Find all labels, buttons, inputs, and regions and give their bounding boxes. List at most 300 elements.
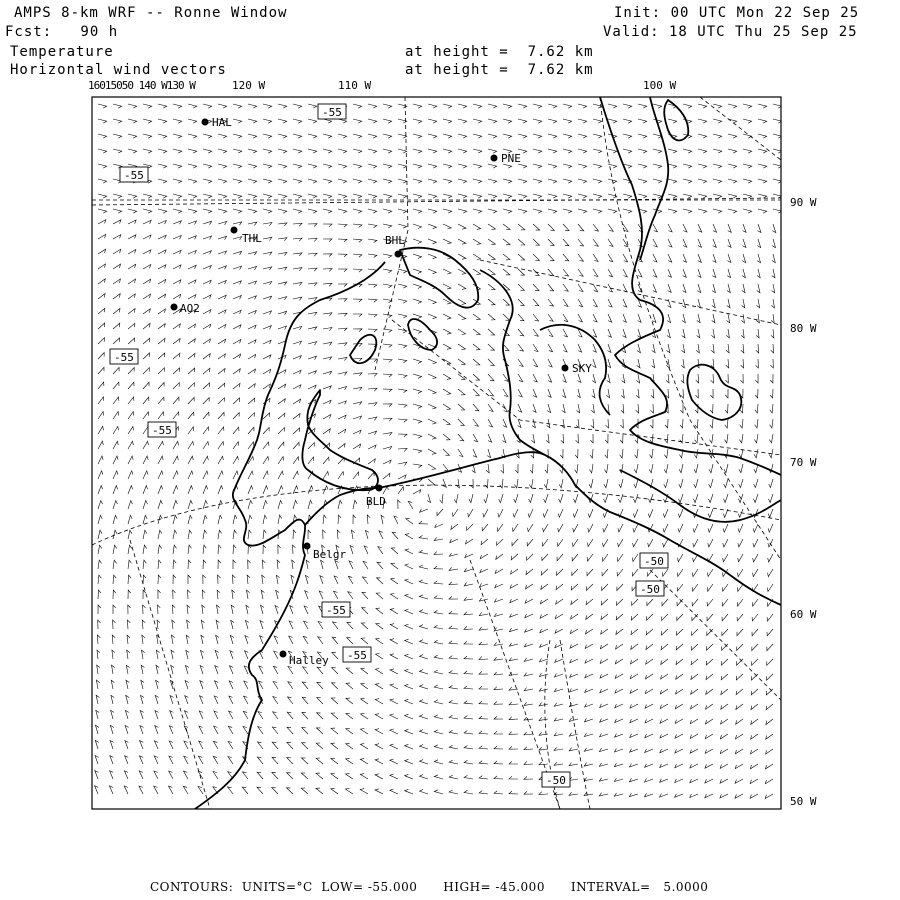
wind-barb xyxy=(338,119,347,123)
wind-barb xyxy=(198,756,203,764)
wind-barb xyxy=(184,771,189,779)
wind-barb xyxy=(488,224,496,230)
contour-label: -55 xyxy=(114,351,134,364)
wind-barb xyxy=(248,149,257,153)
wind-barb xyxy=(303,667,308,674)
wind-barb xyxy=(675,704,683,709)
wind-barb xyxy=(248,354,256,359)
wind-barb xyxy=(726,329,729,338)
wind-barb xyxy=(113,308,120,314)
wind-barb xyxy=(198,787,203,795)
wind-barb xyxy=(484,494,488,503)
wind-barb xyxy=(766,719,773,725)
wind-barb xyxy=(398,359,407,363)
wind-barb xyxy=(233,427,239,434)
wind-barb xyxy=(419,610,428,614)
wind-barb xyxy=(248,560,251,569)
wind-barb xyxy=(631,629,638,635)
wind-barb xyxy=(518,374,523,382)
wind-barb xyxy=(524,747,533,750)
wind-barb xyxy=(98,367,104,374)
wind-barb xyxy=(248,471,253,479)
wind-barb xyxy=(263,384,270,389)
wind-barb xyxy=(720,749,728,754)
wind-barb xyxy=(202,590,205,599)
wind-barb xyxy=(711,329,714,338)
wind-barb xyxy=(518,179,527,183)
wind-barb xyxy=(383,134,392,138)
wind-barb xyxy=(188,456,193,464)
wind-barb xyxy=(158,279,166,284)
wind-barb xyxy=(413,149,422,153)
wind-barb xyxy=(735,794,743,798)
wind-barb xyxy=(752,659,758,665)
wind-barb xyxy=(533,149,542,153)
wind-barb xyxy=(338,387,347,390)
wind-barb xyxy=(113,104,122,108)
wind-barb xyxy=(276,575,279,584)
wind-barb xyxy=(772,254,775,263)
wind-barb xyxy=(724,494,729,503)
wind-barb xyxy=(696,374,699,383)
wind-barb xyxy=(623,299,627,307)
wind-barb xyxy=(262,560,265,569)
wind-barb xyxy=(513,509,518,517)
wind-barb xyxy=(570,644,578,648)
wind-barb xyxy=(97,665,100,674)
wind-barb xyxy=(428,134,437,138)
wind-barb xyxy=(769,479,773,488)
wind-barb xyxy=(158,119,167,123)
wind-barb xyxy=(248,119,257,123)
wind-barb xyxy=(742,284,745,293)
wind-barb xyxy=(608,239,613,246)
wind-barb xyxy=(742,239,746,248)
wind-barb xyxy=(233,310,241,314)
wind-barb xyxy=(533,404,537,412)
wind-barb xyxy=(293,442,299,449)
wind-barb xyxy=(405,579,413,584)
wind-barb xyxy=(98,426,104,434)
wind-barb xyxy=(405,789,413,794)
wind-barb xyxy=(203,339,210,344)
wind-barb xyxy=(675,719,683,724)
wind-barb xyxy=(376,593,383,599)
wind-barb xyxy=(413,314,422,318)
wind-barb xyxy=(443,194,452,198)
wind-barb xyxy=(377,562,383,569)
wind-barb xyxy=(278,471,283,479)
graticule-line xyxy=(480,260,781,325)
wind-barb xyxy=(773,179,782,183)
wind-barb xyxy=(691,674,698,680)
wind-barb xyxy=(488,389,494,396)
wind-barb xyxy=(263,427,269,434)
wind-barb xyxy=(142,620,145,629)
wind-barb xyxy=(323,357,332,360)
wind-barb xyxy=(126,695,129,704)
wind-barb xyxy=(652,344,655,353)
wind-barb xyxy=(419,521,428,524)
wind-barb xyxy=(143,220,151,224)
wind-barb xyxy=(623,119,632,123)
wind-barb xyxy=(218,164,227,168)
wind-barb xyxy=(757,224,761,233)
wind-barb xyxy=(317,667,323,674)
wind-barb xyxy=(578,104,587,108)
wind-barb xyxy=(723,539,728,547)
wind-barb xyxy=(263,267,272,270)
wind-barb xyxy=(338,357,347,360)
wind-barb xyxy=(188,221,197,225)
wind-barb xyxy=(518,119,527,123)
wind-barb xyxy=(405,699,413,704)
wind-barb xyxy=(555,614,563,619)
wind-barb xyxy=(293,268,302,271)
wind-barb xyxy=(158,471,163,479)
wind-barb xyxy=(680,419,683,428)
wind-barb xyxy=(128,264,136,269)
wind-barb xyxy=(332,652,338,659)
wind-barb xyxy=(398,314,407,318)
wind-barb xyxy=(739,479,743,488)
wind-barb xyxy=(771,329,774,338)
wind-barb xyxy=(750,794,758,798)
wind-barb xyxy=(572,539,578,547)
wind-barb xyxy=(653,254,657,262)
wind-barb xyxy=(278,164,287,168)
map-title: AMPS 8-km WRF -- Ronne Window xyxy=(14,5,288,21)
wind-barb xyxy=(473,179,482,183)
wind-barb xyxy=(111,710,114,719)
wind-barb xyxy=(172,620,175,629)
wind-barb xyxy=(293,428,300,434)
wind-barb xyxy=(737,614,743,621)
wind-barb xyxy=(573,509,578,517)
wind-barb xyxy=(645,734,653,738)
wind-barb xyxy=(683,269,687,277)
wind-barb xyxy=(770,374,773,383)
wind-barb xyxy=(727,254,731,263)
wind-barb xyxy=(645,704,653,708)
wind-barb xyxy=(110,741,114,750)
wind-barb xyxy=(95,786,99,794)
wind-barb xyxy=(434,745,443,749)
wind-barb xyxy=(572,569,578,576)
wind-barb xyxy=(533,359,538,367)
wind-barb xyxy=(533,374,537,382)
wind-barb xyxy=(682,299,686,308)
wind-barb xyxy=(171,665,174,674)
wind-barb xyxy=(128,235,136,239)
wind-barb xyxy=(707,629,713,636)
wind-barb xyxy=(533,104,542,108)
wind-barb xyxy=(711,374,714,383)
wind-barb xyxy=(323,179,332,183)
wind-barb xyxy=(216,620,219,629)
wind-barb xyxy=(278,282,287,285)
wind-barb xyxy=(740,374,743,383)
wind-barb xyxy=(287,742,293,749)
wind-barb xyxy=(743,194,752,198)
wind-barb xyxy=(488,284,495,290)
wind-barb xyxy=(649,494,654,503)
wind-barb xyxy=(185,681,189,690)
wind-barb xyxy=(772,239,775,248)
wind-barb xyxy=(258,727,263,734)
wind-barb xyxy=(593,299,597,307)
wind-barb xyxy=(533,209,542,213)
wind-barb xyxy=(143,441,148,449)
wind-barb xyxy=(698,194,707,198)
wind-barb xyxy=(602,569,608,576)
wind-barb xyxy=(113,501,118,510)
wind-barb xyxy=(667,344,670,353)
wind-barb xyxy=(743,224,747,232)
wind-barb xyxy=(636,404,639,413)
wind-barb xyxy=(449,745,458,749)
wind-barb xyxy=(398,449,407,452)
wind-barb xyxy=(218,545,221,554)
wind-barb xyxy=(173,590,176,599)
wind-barb xyxy=(608,104,617,108)
wind-barb xyxy=(346,668,353,674)
wind-barb xyxy=(737,584,743,591)
wind-barb xyxy=(773,209,782,213)
wind-barb xyxy=(557,539,563,546)
wind-barb xyxy=(603,524,608,532)
graticule-line xyxy=(600,97,781,560)
wind-barb xyxy=(548,299,554,306)
wind-barb xyxy=(518,389,522,397)
wind-barb xyxy=(766,734,773,739)
wind-barb xyxy=(375,714,383,719)
wind-barb xyxy=(214,711,218,719)
wind-barb xyxy=(637,329,641,338)
wind-barb xyxy=(533,329,538,336)
wind-barb xyxy=(545,464,548,473)
wind-barb xyxy=(755,404,758,413)
wind-barb xyxy=(188,265,196,269)
wind-barb xyxy=(548,194,557,198)
wind-barb xyxy=(494,791,503,794)
wind-barb xyxy=(218,471,223,479)
wind-barb xyxy=(451,524,458,530)
wind-barb xyxy=(308,149,317,153)
wind-barb xyxy=(170,711,174,719)
wind-barb xyxy=(203,427,209,434)
wind-barb xyxy=(390,714,398,719)
wind-barb xyxy=(398,284,407,288)
wind-barb xyxy=(308,224,317,227)
wind-barb xyxy=(773,194,782,198)
wind-barb xyxy=(524,717,533,720)
wind-barb xyxy=(653,104,662,108)
wind-barb xyxy=(496,554,503,559)
wind-barb xyxy=(203,398,209,405)
wind-barb xyxy=(706,674,713,680)
wind-barb xyxy=(323,239,332,242)
wind-barb xyxy=(755,374,758,383)
wind-barb xyxy=(419,685,428,689)
wind-barb xyxy=(361,668,368,674)
wind-barb xyxy=(503,389,508,397)
wind-barb xyxy=(713,224,717,232)
wind-barb xyxy=(533,314,539,321)
wind-barb xyxy=(169,741,173,749)
wind-barb xyxy=(143,500,148,509)
wind-barb xyxy=(98,441,103,449)
wind-barb xyxy=(473,389,479,395)
wind-barb xyxy=(173,471,178,479)
wind-barb xyxy=(570,689,579,693)
contour-label: -55 xyxy=(322,106,342,119)
wind-barb xyxy=(765,779,773,784)
wind-barb xyxy=(434,640,443,644)
wind-barb xyxy=(278,297,287,300)
wind-barb xyxy=(450,539,458,543)
wind-barb xyxy=(375,684,383,689)
wind-barb xyxy=(503,179,512,183)
wind-barb xyxy=(653,224,658,232)
wind-barb xyxy=(434,670,443,674)
wind-barb xyxy=(738,539,743,547)
wind-barb xyxy=(443,269,451,274)
wind-barb xyxy=(739,449,743,458)
wind-barb xyxy=(188,368,195,374)
wind-barb xyxy=(318,622,323,630)
wind-barb xyxy=(98,104,107,108)
wind-barb xyxy=(319,591,323,599)
wind-barb xyxy=(383,149,392,153)
wind-barb xyxy=(503,314,510,320)
station-dot-sky xyxy=(562,365,569,372)
wind-barb xyxy=(768,554,773,562)
wind-barb xyxy=(346,713,353,719)
wind-barb xyxy=(98,382,104,389)
wind-barb xyxy=(458,209,467,213)
wind-barb xyxy=(338,134,347,138)
wind-barb xyxy=(615,719,623,723)
wind-barb xyxy=(173,164,182,168)
wind-barb xyxy=(218,194,227,198)
wind-barb xyxy=(353,500,357,509)
wind-barb xyxy=(139,786,143,794)
wind-barb xyxy=(98,353,104,360)
wind-barb xyxy=(338,164,347,168)
valid-time: Valid: 18 UTC Thu 25 Sep 25 xyxy=(603,24,858,40)
wind-barb xyxy=(302,712,308,719)
wind-barb xyxy=(350,546,354,555)
wind-barb xyxy=(741,329,744,338)
contour-label: -55 xyxy=(347,649,367,662)
wind-barb xyxy=(128,545,132,554)
wind-barb xyxy=(338,149,347,153)
wind-barb xyxy=(248,413,254,419)
wind-barb xyxy=(548,239,554,246)
wind-barb xyxy=(758,194,767,198)
wind-barb xyxy=(705,779,713,783)
wind-barb xyxy=(127,635,130,644)
wind-barb xyxy=(497,524,503,531)
wind-barb xyxy=(173,560,176,569)
lon-label-cluster: 16015050 140 W130 W xyxy=(88,79,195,92)
wind-barb xyxy=(617,584,623,591)
wind-barb xyxy=(143,309,150,314)
wind-barb xyxy=(215,650,219,659)
wind-barb xyxy=(242,787,248,794)
wind-barb xyxy=(743,149,752,153)
wind-barb xyxy=(171,650,174,659)
wind-barb xyxy=(653,269,657,277)
wind-barb xyxy=(473,149,482,153)
wind-barb xyxy=(510,614,518,618)
wind-barb xyxy=(615,689,623,693)
wind-barb xyxy=(248,179,257,183)
wind-barb xyxy=(332,668,338,674)
wind-barb xyxy=(293,457,299,464)
wind-barb xyxy=(368,209,377,213)
wind-barb xyxy=(368,164,377,168)
wind-barb xyxy=(751,749,759,754)
wind-barb xyxy=(614,763,623,767)
wind-barb xyxy=(390,624,398,629)
wind-barb xyxy=(338,284,347,287)
wind-barb xyxy=(200,696,204,704)
wind-barb xyxy=(638,149,647,153)
wind-barb xyxy=(767,584,773,592)
wind-barb xyxy=(349,561,353,569)
wind-barb xyxy=(766,749,773,754)
wind-barb xyxy=(675,749,683,753)
wind-barb xyxy=(449,700,458,704)
wind-barb xyxy=(518,299,524,306)
wind-barb xyxy=(512,524,518,532)
wind-barb xyxy=(586,614,593,619)
wind-barb xyxy=(578,194,587,198)
wind-barb xyxy=(533,344,538,352)
wind-barb xyxy=(736,689,743,695)
wind-barb xyxy=(338,372,347,375)
wind-barb xyxy=(143,397,149,404)
wind-barb xyxy=(533,119,542,123)
wind-barb xyxy=(243,711,248,719)
contour-label: -55 xyxy=(152,424,172,437)
wind-barb xyxy=(616,629,623,635)
wind-barb xyxy=(308,457,314,464)
contour-label: -50 xyxy=(644,555,664,568)
wind-barb xyxy=(338,429,346,434)
wind-barb xyxy=(736,734,744,739)
wind-barb xyxy=(232,590,235,599)
wind-barb xyxy=(364,546,368,554)
wind-barb xyxy=(308,268,317,271)
wind-barb xyxy=(526,569,533,575)
wind-barb xyxy=(353,269,362,272)
wind-barb xyxy=(593,194,602,198)
wind-barb xyxy=(593,269,598,277)
wind-barb xyxy=(606,389,609,398)
wind-barb xyxy=(348,592,353,599)
wind-barb xyxy=(218,442,224,449)
wind-barb xyxy=(383,329,392,333)
wind-barb xyxy=(419,700,428,704)
wind-barb xyxy=(293,223,302,226)
wind-barb xyxy=(479,791,488,794)
wind-barb xyxy=(727,284,730,293)
wind-barb xyxy=(376,608,383,614)
wind-barb xyxy=(524,732,533,735)
